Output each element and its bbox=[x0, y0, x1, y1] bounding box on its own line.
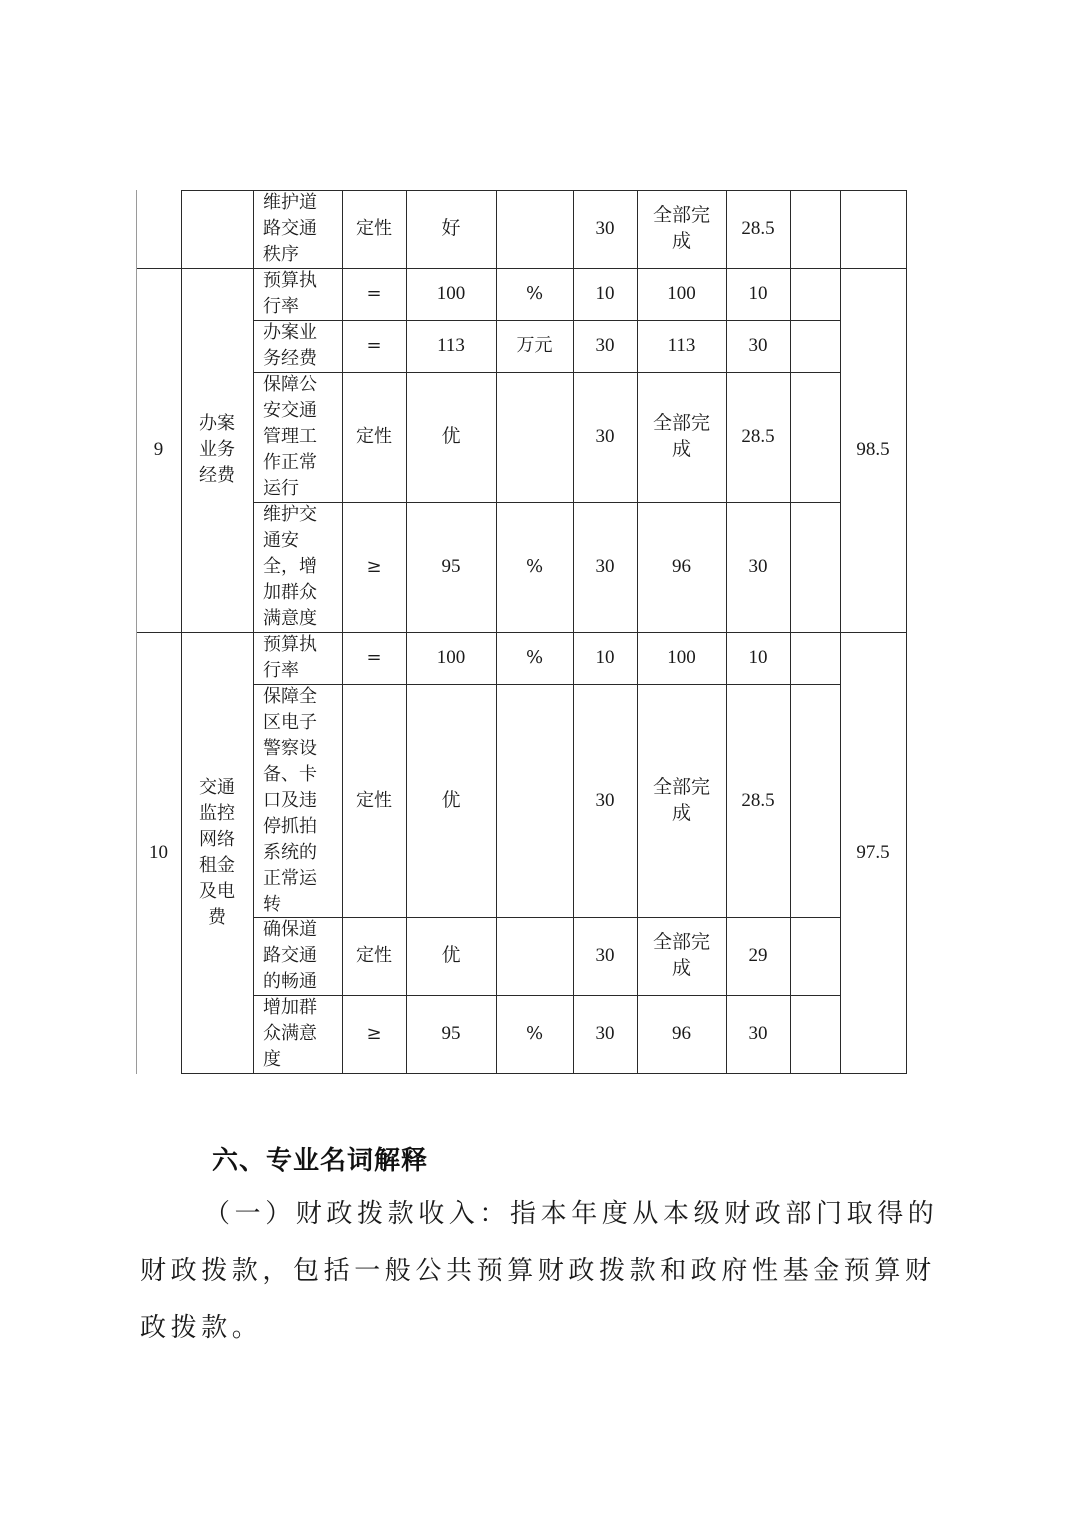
cell-note bbox=[790, 372, 840, 502]
cell-target-text: 95 bbox=[441, 1023, 461, 1044]
cell-weight-text: 30 bbox=[595, 556, 615, 577]
cell-weight bbox=[573, 190, 637, 268]
cell-score-text: 29 bbox=[748, 945, 768, 966]
cell-weight bbox=[573, 268, 637, 320]
column-divider bbox=[840, 190, 841, 1074]
cell-type-text: 定性 bbox=[356, 426, 392, 447]
project-name bbox=[181, 268, 253, 632]
cell-weight bbox=[573, 320, 637, 372]
column-divider bbox=[637, 190, 638, 1074]
row-number-text: 9 bbox=[153, 439, 164, 460]
cell-actual-text: 113 bbox=[667, 335, 696, 356]
cell-score bbox=[726, 320, 790, 372]
cell-indicator-text: 保障全 区电子 警察设 备、卡 口及违 停抓拍 系统的 正常运 转 bbox=[263, 685, 317, 915]
cell-note bbox=[790, 320, 840, 372]
cell-indicator bbox=[253, 268, 342, 320]
cell-indicator bbox=[253, 995, 342, 1073]
cell-target-text: 优 bbox=[441, 945, 461, 966]
cell-target-text: 好 bbox=[441, 218, 461, 239]
cell-weight bbox=[573, 502, 637, 632]
cell-type-text: 定性 bbox=[356, 218, 392, 239]
cell-target bbox=[406, 320, 496, 372]
cell-target bbox=[406, 502, 496, 632]
cell-actual bbox=[637, 372, 726, 502]
cell-target bbox=[406, 684, 496, 917]
cell-score-text: 10 bbox=[748, 647, 768, 668]
cell-actual bbox=[637, 502, 726, 632]
cell-weight-text: 30 bbox=[595, 335, 615, 356]
table-bottom-border bbox=[181, 1073, 907, 1074]
cell-actual-text: 100 bbox=[667, 283, 696, 304]
cell-indicator bbox=[253, 320, 342, 372]
cell-actual bbox=[637, 190, 726, 268]
cell-weight bbox=[573, 372, 637, 502]
cell-type bbox=[342, 190, 406, 268]
column-divider bbox=[496, 190, 497, 1074]
cell-actual bbox=[637, 995, 726, 1073]
cell-type-text: ≥ bbox=[366, 556, 382, 577]
cell-score-text: 28.5 bbox=[741, 789, 775, 811]
cell-weight bbox=[573, 684, 637, 917]
cell-type-text: 定性 bbox=[356, 789, 392, 811]
total-score bbox=[840, 268, 906, 632]
cell-unit-text: % bbox=[525, 556, 544, 577]
cell-weight-text: 30 bbox=[595, 945, 615, 966]
project-name bbox=[181, 632, 253, 1073]
cell-indicator-text: 确保道 路交通 的畅通 bbox=[263, 919, 317, 992]
cell-weight-text: 30 bbox=[595, 1023, 615, 1044]
cell-unit-text: % bbox=[525, 283, 544, 304]
column-divider bbox=[181, 190, 182, 1074]
cell-unit-text: % bbox=[525, 1023, 544, 1044]
table-top-border bbox=[181, 190, 907, 191]
cell-type bbox=[342, 268, 406, 320]
table-left-border bbox=[136, 190, 137, 1074]
cell-note bbox=[790, 684, 840, 917]
cell-score-text: 30 bbox=[748, 556, 768, 577]
cell-actual bbox=[637, 684, 726, 917]
cell-unit bbox=[496, 917, 573, 995]
cell-weight-text: 10 bbox=[595, 647, 615, 668]
cell-actual-text: 全部完 成 bbox=[652, 932, 710, 979]
cell-target bbox=[406, 917, 496, 995]
cell-actual-text: 全部完 成 bbox=[652, 413, 710, 460]
cell-note bbox=[790, 995, 840, 1073]
cell-target bbox=[406, 632, 496, 684]
cell-target bbox=[406, 190, 496, 268]
cell-note bbox=[790, 190, 840, 268]
cell-actual bbox=[637, 320, 726, 372]
cell-target-text: 优 bbox=[441, 426, 461, 447]
cell-target-text: 113 bbox=[437, 335, 465, 356]
cell-type-text: ≥ bbox=[366, 1023, 382, 1044]
cell-score bbox=[726, 995, 790, 1073]
cell-unit bbox=[496, 995, 573, 1073]
cell-type bbox=[342, 502, 406, 632]
cell-score bbox=[726, 632, 790, 684]
cell-actual-text: 100 bbox=[667, 647, 696, 668]
cell-score bbox=[726, 502, 790, 632]
cell-note bbox=[790, 502, 840, 632]
column-divider bbox=[790, 190, 791, 1074]
group-divider bbox=[136, 268, 907, 269]
cell-weight-text: 30 bbox=[595, 426, 615, 447]
cell-actual bbox=[637, 632, 726, 684]
section-heading: 六、专业名词解释 bbox=[212, 1146, 429, 1176]
cell-note bbox=[790, 268, 840, 320]
cell-indicator-text: 办案业 务经费 bbox=[263, 322, 317, 369]
cell-score-text: 28.5 bbox=[741, 218, 775, 239]
cell-unit-text: 万元 bbox=[516, 335, 553, 356]
cell-score bbox=[726, 372, 790, 502]
row-number bbox=[136, 632, 181, 1073]
cell-type bbox=[342, 684, 406, 917]
cell-type bbox=[342, 917, 406, 995]
cell-score-text: 10 bbox=[748, 283, 768, 304]
cell-actual-text: 96 bbox=[672, 1023, 691, 1044]
cell-unit bbox=[496, 684, 573, 917]
cell-weight bbox=[573, 632, 637, 684]
row-number-text: 10 bbox=[149, 841, 168, 863]
column-divider bbox=[906, 190, 907, 1074]
cell-actual-text: 96 bbox=[672, 556, 691, 577]
cell-type bbox=[342, 632, 406, 684]
cell-unit bbox=[496, 320, 573, 372]
cell-score bbox=[726, 684, 790, 917]
cell-unit-text: % bbox=[525, 647, 544, 668]
cell-type-text: = bbox=[366, 283, 382, 304]
cell-target-text: 优 bbox=[441, 789, 461, 811]
column-divider bbox=[726, 190, 727, 1074]
cell-indicator-text: 维护交 通安 全，增 加群众 满意度 bbox=[263, 504, 317, 629]
total-score-text: 97.5 bbox=[856, 841, 890, 863]
cell-indicator-text: 维护道 路交通 秩序 bbox=[263, 192, 317, 265]
cell-type-text: = bbox=[366, 647, 382, 668]
cell-type-text: = bbox=[366, 335, 382, 356]
cell-target-text: 95 bbox=[441, 556, 461, 577]
cell-unit bbox=[496, 268, 573, 320]
cell-indicator-text: 预算执 行率 bbox=[263, 270, 317, 317]
project-name-text: 办案 业务 经费 bbox=[199, 413, 235, 486]
cell-score-text: 30 bbox=[748, 335, 768, 356]
cell-indicator-text: 保障公 安交通 管理工 作正常 运行 bbox=[263, 374, 317, 499]
cell-indicator bbox=[253, 684, 342, 917]
cell-weight-text: 30 bbox=[595, 789, 615, 811]
cell-actual-text: 全部完 成 bbox=[652, 205, 710, 252]
total-score-text: 98.5 bbox=[856, 439, 890, 460]
column-divider bbox=[342, 190, 343, 1074]
project-name-text: 交通 监控 网络 租金 及电 费 bbox=[199, 776, 235, 928]
cell-type bbox=[342, 320, 406, 372]
cell-indicator bbox=[253, 372, 342, 502]
cell-score bbox=[726, 917, 790, 995]
cell-unit bbox=[496, 502, 573, 632]
cell-weight bbox=[573, 917, 637, 995]
cell-score-text: 30 bbox=[748, 1023, 768, 1044]
cell-unit bbox=[496, 632, 573, 684]
cell-score bbox=[726, 190, 790, 268]
cell-indicator-text: 增加群 众满意 度 bbox=[263, 997, 317, 1070]
cell-target-text: 100 bbox=[436, 647, 466, 668]
cell-actual-text: 全部完 成 bbox=[652, 776, 710, 824]
cell-unit bbox=[496, 372, 573, 502]
row-number bbox=[136, 268, 181, 632]
cell-note bbox=[790, 917, 840, 995]
cell-score-text: 28.5 bbox=[741, 426, 775, 447]
cell-unit bbox=[496, 190, 573, 268]
cell-indicator bbox=[253, 190, 342, 268]
cell-type bbox=[342, 995, 406, 1073]
cell-target bbox=[406, 268, 496, 320]
cell-indicator-text: 预算执 行率 bbox=[263, 634, 317, 681]
cell-indicator bbox=[253, 917, 342, 995]
cell-target bbox=[406, 372, 496, 502]
group-divider bbox=[136, 632, 907, 633]
cell-actual bbox=[637, 917, 726, 995]
cell-actual bbox=[637, 268, 726, 320]
column-divider bbox=[253, 190, 254, 1074]
cell-target bbox=[406, 995, 496, 1073]
cell-type bbox=[342, 372, 406, 502]
total-score bbox=[840, 632, 906, 1073]
cell-weight bbox=[573, 995, 637, 1073]
cell-weight-text: 10 bbox=[595, 283, 615, 304]
cell-type-text: 定性 bbox=[356, 945, 392, 966]
cell-indicator bbox=[253, 502, 342, 632]
cell-target-text: 100 bbox=[436, 283, 466, 304]
column-divider bbox=[573, 190, 574, 1074]
cell-weight-text: 30 bbox=[595, 218, 615, 239]
definition-paragraph: （一）财政拨款收入：指本年度从本级财政部门取得的财政拨款，包括一般公共预算财政拨款和政府性基金预算财政拨款。 bbox=[140, 1199, 939, 1343]
cell-indicator bbox=[253, 632, 342, 684]
cell-note bbox=[790, 632, 840, 684]
column-divider bbox=[406, 190, 407, 1074]
cell-score bbox=[726, 268, 790, 320]
